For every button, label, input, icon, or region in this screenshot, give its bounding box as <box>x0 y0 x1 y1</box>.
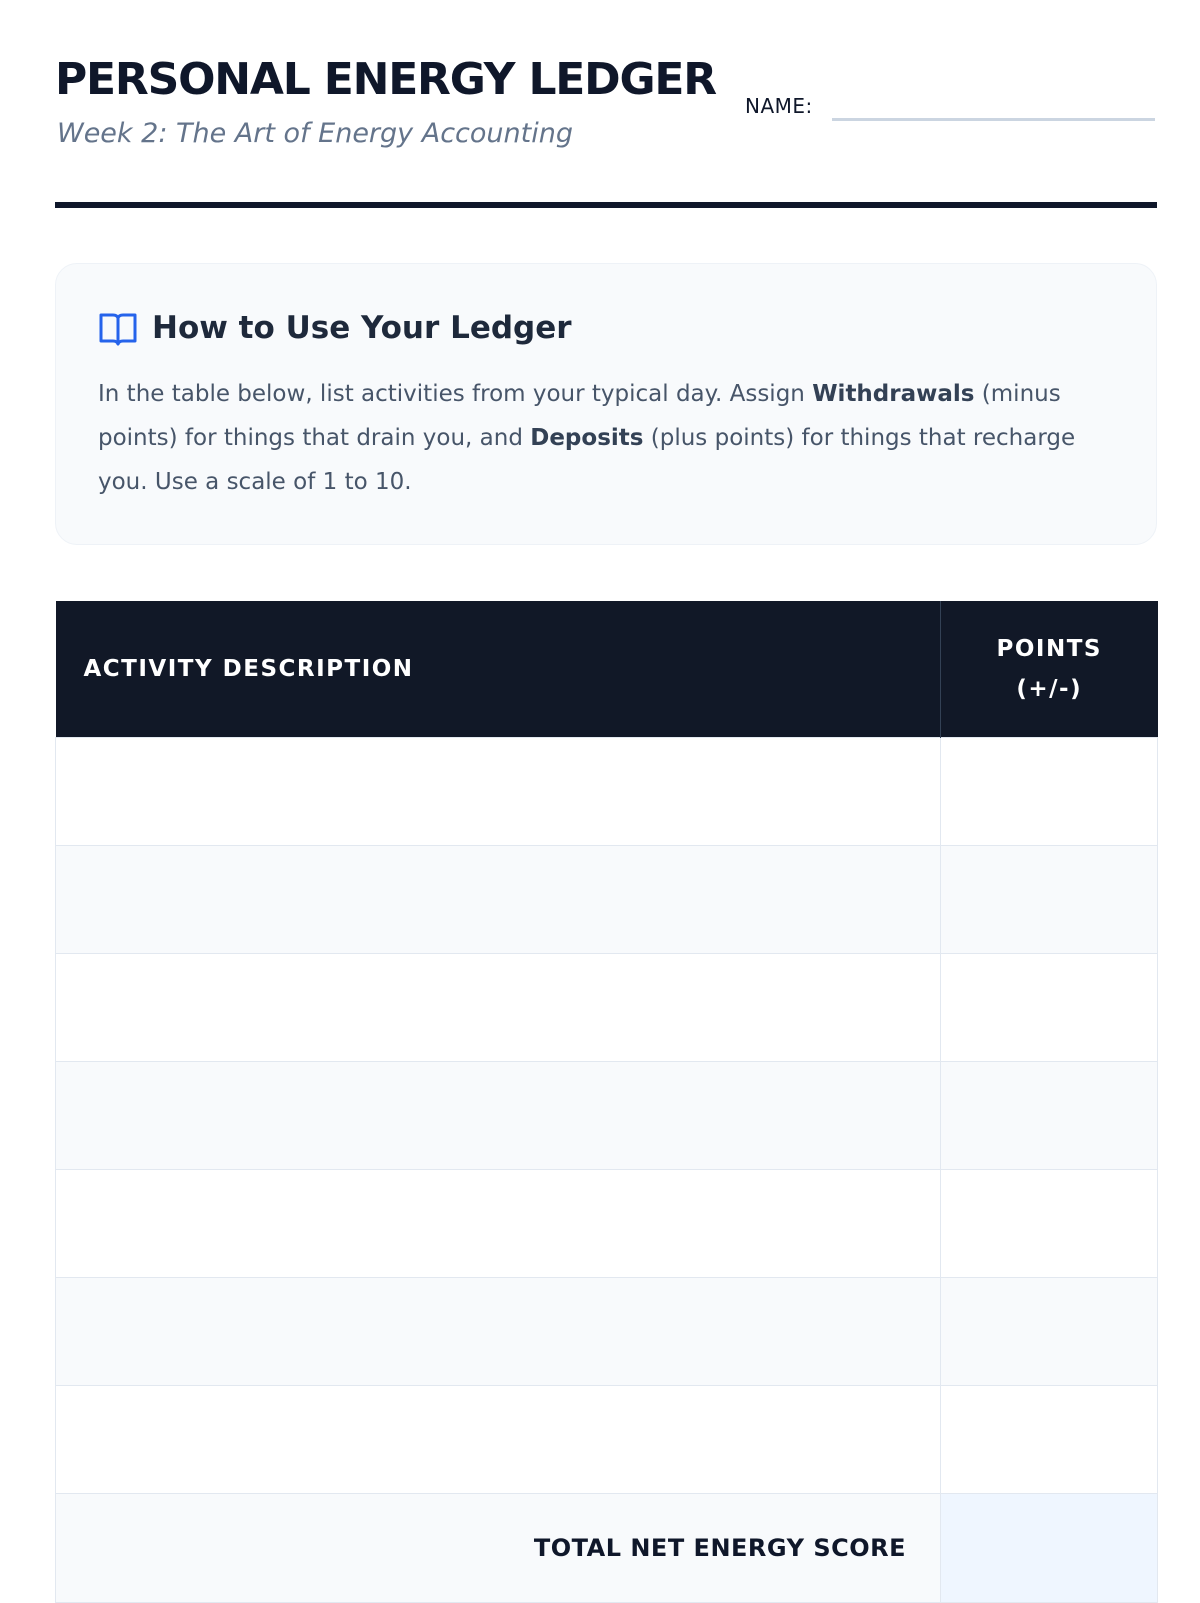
page-subtitle: Week 2: The Art of Energy Accounting <box>57 118 573 149</box>
energy-ledger-table <box>55 601 1158 1603</box>
instructions-text-part: (minus points) for things that drain you, and <box>98 381 1061 451</box>
points-cell[interactable] <box>941 1277 1158 1385</box>
points-cell[interactable] <box>941 845 1158 953</box>
table-header-row <box>56 601 1158 737</box>
worksheet-header <box>55 48 1157 210</box>
activity-cell[interactable] <box>56 953 941 1061</box>
table-row <box>56 1385 1158 1493</box>
name-label: NAME: <box>745 94 813 118</box>
points-cell[interactable] <box>941 737 1158 845</box>
instructions-text-part: In the table below, list activities from your typical day. Assign <box>98 381 813 407</box>
column-header-points-line2: (+/-) <box>1016 675 1083 702</box>
table-row <box>56 845 1158 953</box>
points-cell[interactable] <box>941 1385 1158 1493</box>
table-row <box>56 1277 1158 1385</box>
activity-cell[interactable] <box>56 1385 941 1493</box>
table-row <box>56 737 1158 845</box>
activity-cell[interactable] <box>56 1277 941 1385</box>
points-cell[interactable] <box>941 953 1158 1061</box>
total-score-label: TOTAL NET ENERGY SCORE <box>56 1493 941 1602</box>
column-header-activity: ACTIVITY DESCRIPTION <box>56 601 941 737</box>
activity-cell[interactable] <box>56 737 941 845</box>
open-book-icon <box>98 310 138 346</box>
page-title: PERSONAL ENERGY LEDGER <box>55 54 716 105</box>
instructions-text <box>98 372 1116 504</box>
points-cell[interactable] <box>941 1061 1158 1169</box>
total-score-cell[interactable] <box>941 1493 1158 1602</box>
table-row <box>56 953 1158 1061</box>
withdrawals-term: Withdrawals <box>812 381 975 407</box>
header-divider <box>55 202 1157 208</box>
total-row <box>56 1493 1158 1602</box>
column-header-points <box>941 601 1158 737</box>
name-field[interactable] <box>832 84 1155 121</box>
table-row <box>56 1169 1158 1277</box>
points-cell[interactable] <box>941 1169 1158 1277</box>
activity-cell[interactable] <box>56 845 941 953</box>
instructions-card <box>55 263 1157 545</box>
instructions-heading <box>98 310 572 346</box>
activity-cell[interactable] <box>56 1061 941 1169</box>
deposits-term: Deposits <box>530 425 644 451</box>
instructions-title: How to Use Your Ledger <box>152 310 572 346</box>
column-header-points-line1: POINTS <box>996 635 1102 662</box>
table-row <box>56 1061 1158 1169</box>
instructions-text-part: (plus points) for things that recharge you. Use a scale of 1 to 10. <box>98 425 1076 495</box>
activity-cell[interactable] <box>56 1169 941 1277</box>
